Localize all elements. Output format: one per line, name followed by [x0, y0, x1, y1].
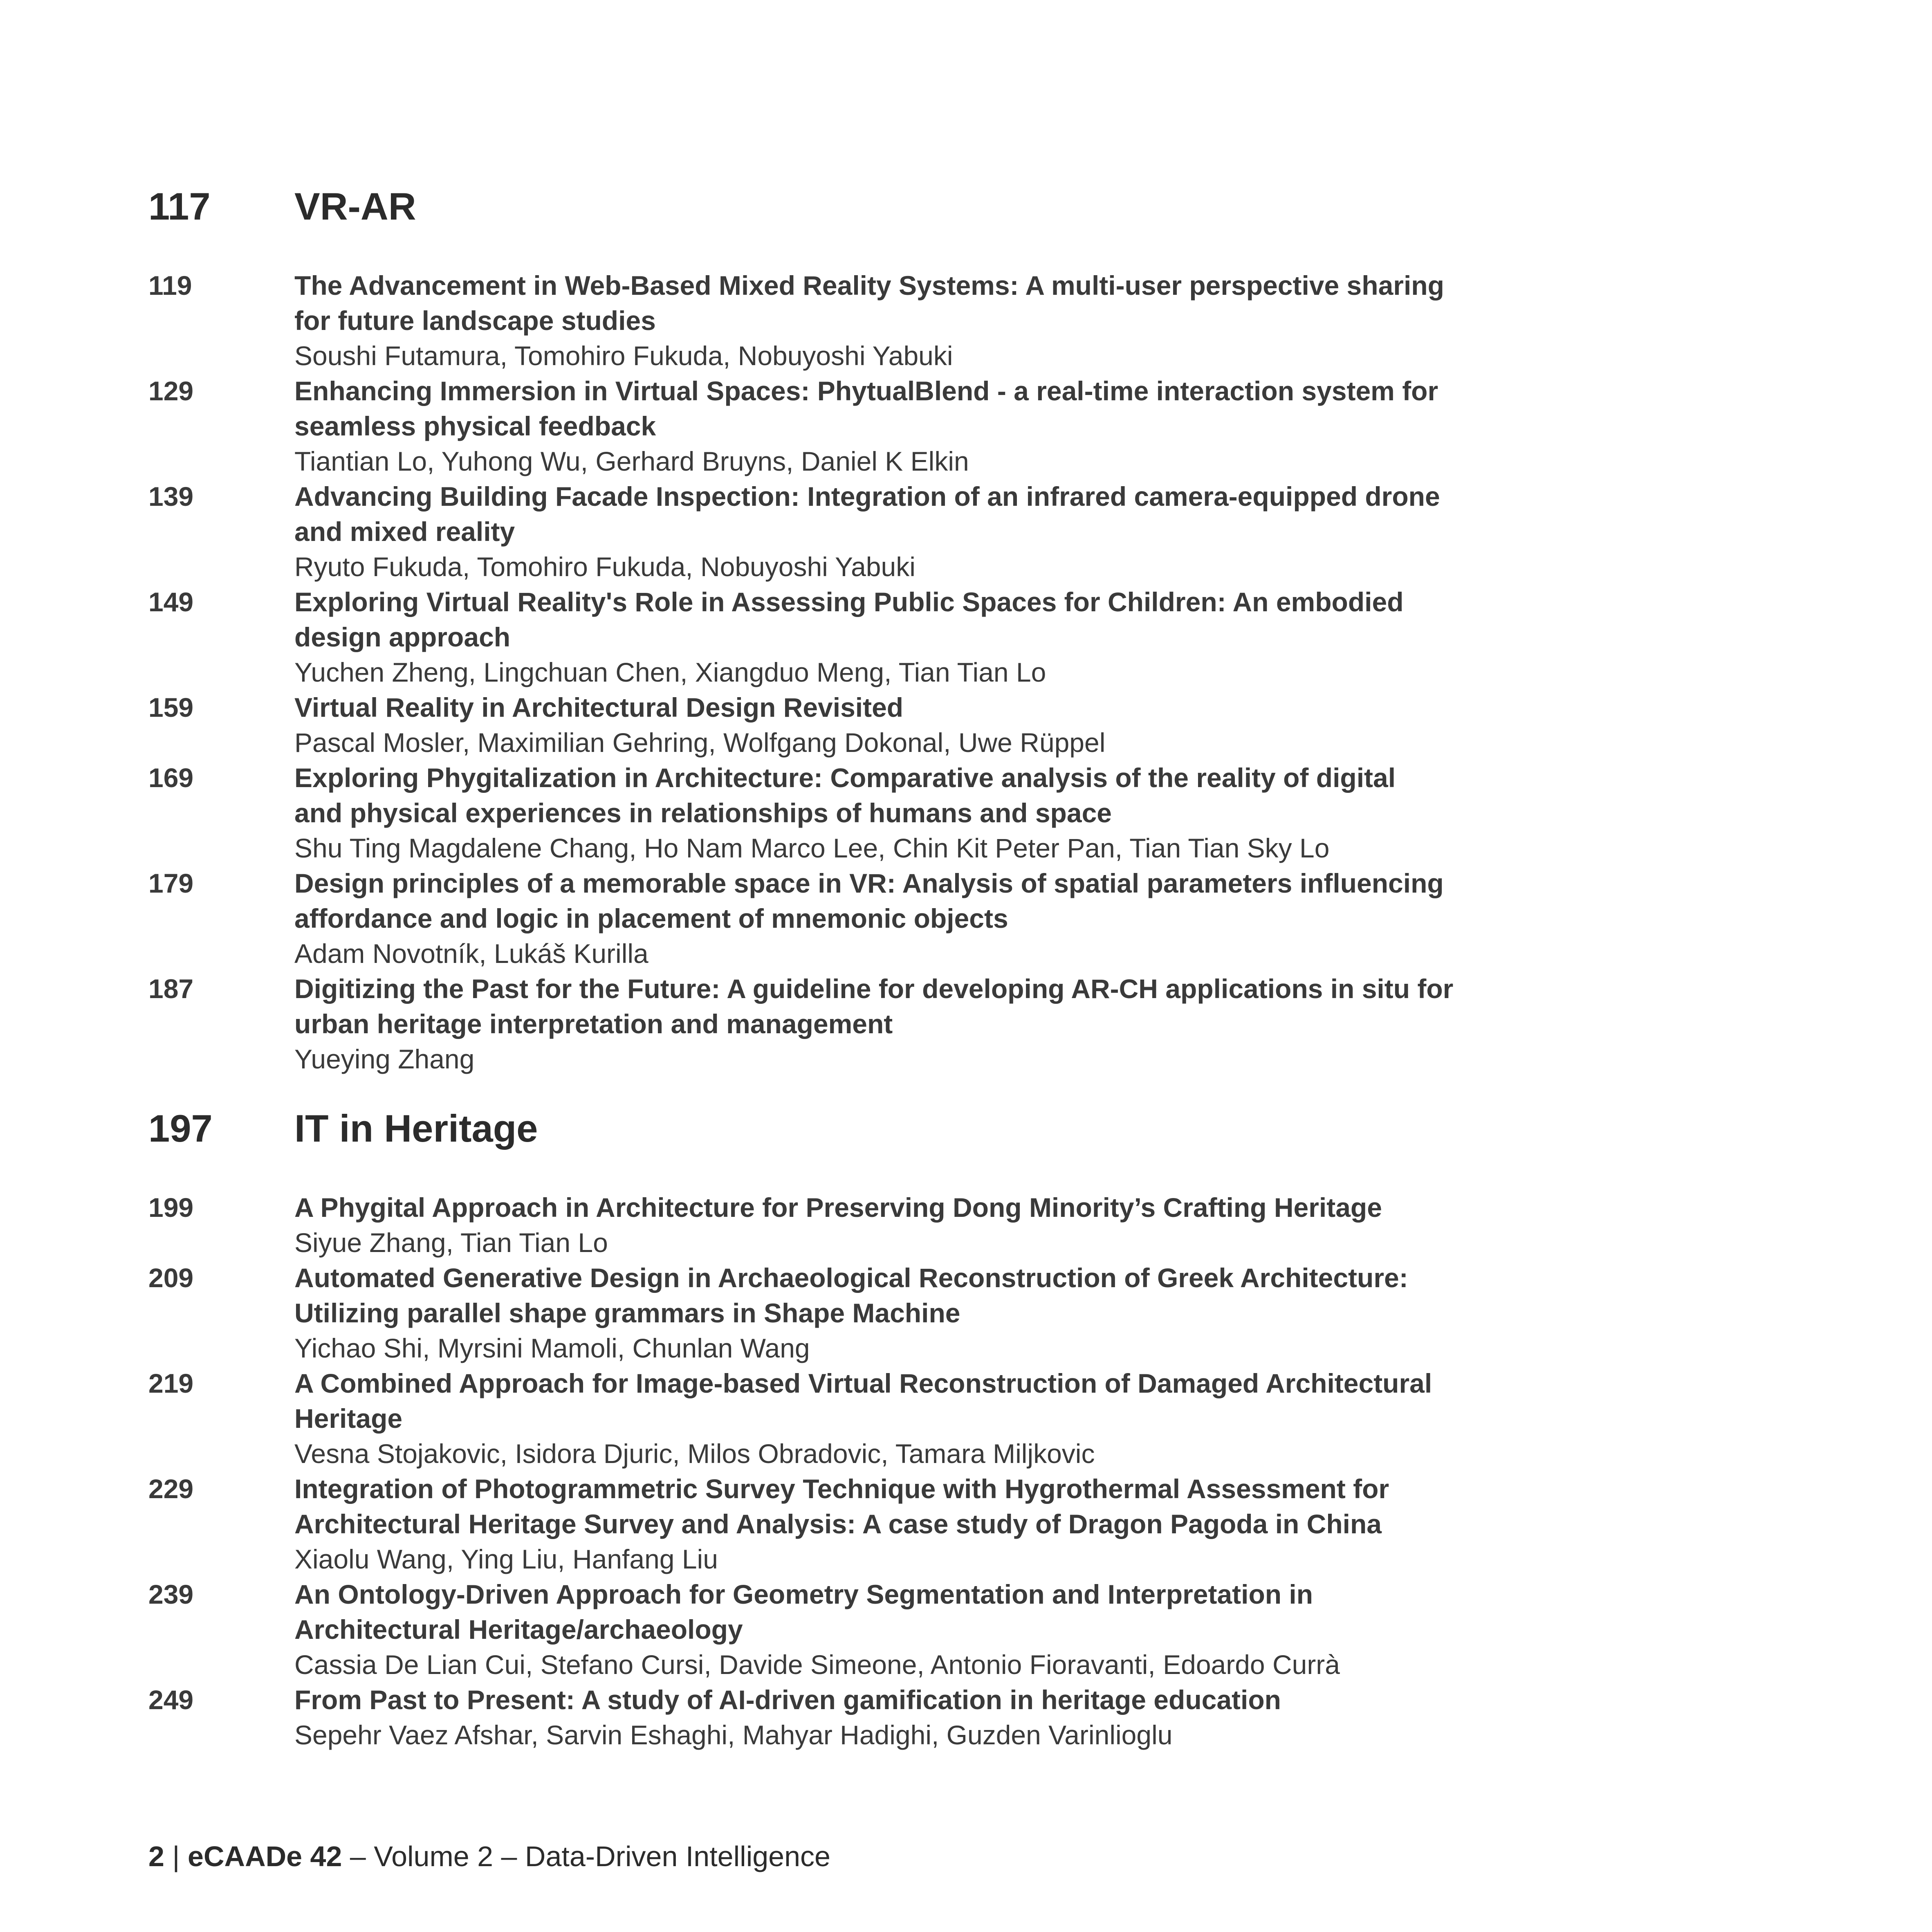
entry-title-line: A Phygital Approach in Architecture for Preserving Dong Minority’s Crafting Heritage — [294, 1192, 1382, 1223]
entry-authors: Cassia De Lian Cui, Stefano Cursi, Davide Simeone, Antonio Fioravanti, Edoardo Currà — [294, 1649, 1340, 1680]
entry-authors: Tiantian Lo, Yuhong Wu, Gerhard Bruyns, Daniel K Elkin — [294, 446, 969, 476]
entry-page-number: 249 — [148, 1685, 194, 1715]
footer-separator: | — [164, 1840, 188, 1872]
entry-authors: Adam Novotník, Lukáš Kurilla — [294, 938, 648, 969]
entry-title-line: A Combined Approach for Image-based Virtual Reconstruction of Damaged Architectural — [294, 1368, 1432, 1398]
entry-title — [294, 1682, 1501, 1717]
entry-authors: Yuchen Zheng, Lingchuan Chen, Xiangduo Meng, Tian Tian Lo — [294, 657, 1046, 687]
entry-title-line: Heritage — [294, 1403, 403, 1434]
entry-title — [294, 479, 1501, 549]
entry-title-line: Enhancing Immersion in Virtual Spaces: PhytualBlend - a real-time interaction system for — [294, 376, 1438, 406]
entry-page-number: 139 — [148, 481, 194, 512]
entry-title-line: The Advancement in Web-Based Mixed Reality Systems: A multi-user perspective sharing — [294, 270, 1444, 301]
entry-title-line: Integration of Photogrammetric Survey Technique with Hygrothermal Assessment for — [294, 1474, 1389, 1504]
entry-title — [294, 1190, 1501, 1225]
entry-authors: Siyue Zhang, Tian Tian Lo — [294, 1227, 608, 1258]
entry-title-line: for future landscape studies — [294, 305, 656, 336]
entry-title — [294, 760, 1501, 830]
section-page-number: 117 — [148, 185, 211, 228]
entry-authors: Ryuto Fukuda, Tomohiro Fukuda, Nobuyoshi Yabuki — [294, 552, 916, 582]
section-header — [148, 1106, 1498, 1151]
entry-title-line: Utilizing parallel shape grammars in Shape Machine — [294, 1298, 960, 1328]
footer-volume-title: – Volume 2 – Data-Driven Intelligence — [342, 1840, 830, 1872]
entry-authors: Xiaolu Wang, Ying Liu, Hanfang Liu — [294, 1544, 718, 1574]
entry-authors: Yueying Zhang — [294, 1044, 475, 1074]
entry-authors: Shu Ting Magdalene Chang, Ho Nam Marco Lee, Chin Kit Peter Pan, Tian Tian Sky Lo — [294, 833, 1330, 863]
entry-title-line: Architectural Heritage Survey and Analysis: A case study of Dragon Pagoda in China — [294, 1509, 1382, 1539]
entry-title-line: Automated Generative Design in Archaeological Reconstruction of Greek Architecture: — [294, 1263, 1408, 1293]
entry-authors: Yichao Shi, Myrsini Mamoli, Chunlan Wang — [294, 1333, 810, 1363]
entry-page-number: 209 — [148, 1263, 194, 1293]
page-footer — [148, 1838, 830, 1875]
entry-page-number: 119 — [148, 270, 192, 301]
entry-title — [294, 1366, 1501, 1436]
entry-title-line: Exploring Phygitalization in Architecture: Comparative analysis of the reality of digital — [294, 763, 1396, 793]
entry-title-line: seamless physical feedback — [294, 411, 656, 441]
entry-title-line: From Past to Present: A study of AI-driven gamification in heritage education — [294, 1685, 1281, 1715]
entry-title-line: An Ontology-Driven Approach for Geometry Segmentation and Interpretation in — [294, 1579, 1313, 1609]
entry-page-number: 239 — [148, 1579, 194, 1609]
section-header — [148, 184, 1498, 229]
entry-title-line: Exploring Virtual Reality's Role in Assessing Public Spaces for Children: An embodied — [294, 587, 1404, 617]
entry-page-number: 219 — [148, 1368, 194, 1398]
footer-conference: eCAADe 42 — [188, 1840, 342, 1872]
entry-title — [294, 866, 1501, 936]
entry-page-number: 229 — [148, 1474, 194, 1504]
section-page-number: 197 — [148, 1107, 213, 1150]
entry-title-line: Design principles of a memorable space in VR: Analysis of spatial parameters influencing — [294, 868, 1444, 898]
entry-authors: Vesna Stojakovic, Isidora Djuric, Milos Obradovic, Tamara Miljkovic — [294, 1438, 1095, 1469]
entry-title-line: Digitizing the Past for the Future: A guideline for developing AR-CH applications in situ for — [294, 974, 1454, 1004]
entry-title — [294, 1471, 1501, 1542]
entry-page-number: 159 — [148, 692, 194, 723]
entry-title — [294, 1260, 1501, 1331]
entry-page-number: 129 — [148, 376, 194, 406]
entry-title — [294, 971, 1501, 1041]
entry-title-line: and mixed reality — [294, 516, 515, 547]
entry-authors: Sepehr Vaez Afshar, Sarvin Eshaghi, Mahyar Hadighi, Guzden Varinlioglu — [294, 1720, 1173, 1750]
entry-title-line: and physical experiences in relationships of humans and space — [294, 798, 1112, 828]
entry-title — [294, 373, 1501, 444]
entry-authors: Soushi Futamura, Tomohiro Fukuda, Nobuyoshi Yabuki — [294, 341, 953, 371]
entry-title — [294, 1577, 1501, 1647]
footer-page-number: 2 — [148, 1840, 164, 1872]
entry-title-line: urban heritage interpretation and management — [294, 1009, 893, 1039]
section-title: IT in Heritage — [294, 1107, 538, 1150]
entry-title — [294, 690, 1501, 725]
entry-title-line: design approach — [294, 622, 511, 652]
section-title: VR-AR — [294, 185, 416, 228]
entry-page-number: 149 — [148, 587, 194, 617]
entry-title-line: Architectural Heritage/archaeology — [294, 1614, 743, 1645]
entry-title-line: Advancing Building Facade Inspection: Integration of an infrared camera-equipped drone — [294, 481, 1440, 512]
entry-title — [294, 584, 1501, 655]
entry-page-number: 187 — [148, 974, 194, 1004]
entry-authors: Pascal Mosler, Maximilian Gehring, Wolfgang Dokonal, Uwe Rüppel — [294, 727, 1106, 758]
entry-page-number: 169 — [148, 763, 194, 793]
entry-title — [294, 268, 1501, 338]
entry-page-number: 199 — [148, 1192, 194, 1223]
entry-page-number: 179 — [148, 868, 194, 898]
entry-title-line: Virtual Reality in Architectural Design Revisited — [294, 692, 904, 723]
entry-title-line: affordance and logic in placement of mnemonic objects — [294, 903, 1008, 933]
